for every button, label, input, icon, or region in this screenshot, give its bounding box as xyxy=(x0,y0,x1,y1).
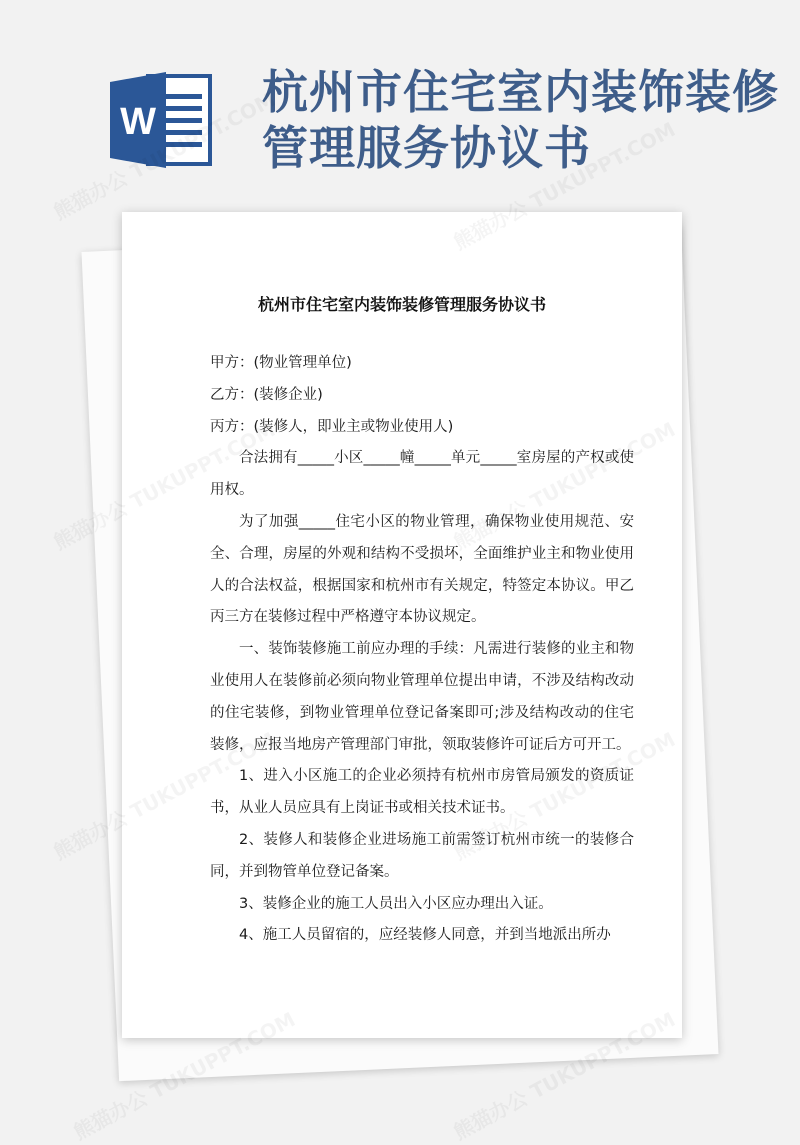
word-document-icon xyxy=(108,70,216,170)
party-b: 乙方：(装修企业) xyxy=(210,386,323,403)
clause-1: 1、进入小区施工的企业必须持有杭州市房管局颁发的资质证书，从业人员应具有上岗证书或相关技术证书。 xyxy=(210,768,634,817)
property-ownership-paragraph: 合法拥有_____小区_____幢_____单元_____室房屋的产权或使用权。 xyxy=(210,450,634,499)
document-page xyxy=(122,212,682,1038)
clause-2: 2、装修人和装修企业进场施工前需签订杭州市统一的装修合同，并到物管单位登记备案。 xyxy=(210,831,634,880)
preamble-paragraph: 为了加强_____住宅小区的物业管理，确保物业使用规范、安全、合理，房屋的外观和结构不受损坏，全面维护业主和物业使用人的合法权益，根据国家和杭州市有关规定，特签定本协议。甲乙丙三方在装修过程中严格遵守本协议规定。 xyxy=(210,513,634,626)
section-one-paragraph: 一、装饰装修施工前应办理的手续：凡需进行装修的业主和物业使用人在装修前必须向物业管理单位提出申请，不涉及结构改动的住宅装修，到物业管理单位登记备案即可;涉及结构改动的住宅装修，应报当地房产管理部门审批，领取装修许可证后方可开工。 xyxy=(210,641,634,753)
clause-4: 4、施工人员留宿的，应经装修人同意，并到当地派出所办 xyxy=(239,927,611,944)
clause-3: 3、装修企业的施工人员出入小区应办理出入证。 xyxy=(239,895,553,912)
document-title: 杭州市住宅室内装饰装修管理服务协议书 xyxy=(257,295,546,314)
document-body xyxy=(210,348,634,952)
party-c: 丙方：(装修人，即业主或物业使用人) xyxy=(210,418,454,435)
word-icon-letter: W xyxy=(120,101,156,143)
header xyxy=(0,0,800,200)
party-a: 甲方：(物业管理单位) xyxy=(210,355,352,371)
page-title: 杭州市住宅室内装饰装修管理服务协议书 xyxy=(262,65,779,175)
